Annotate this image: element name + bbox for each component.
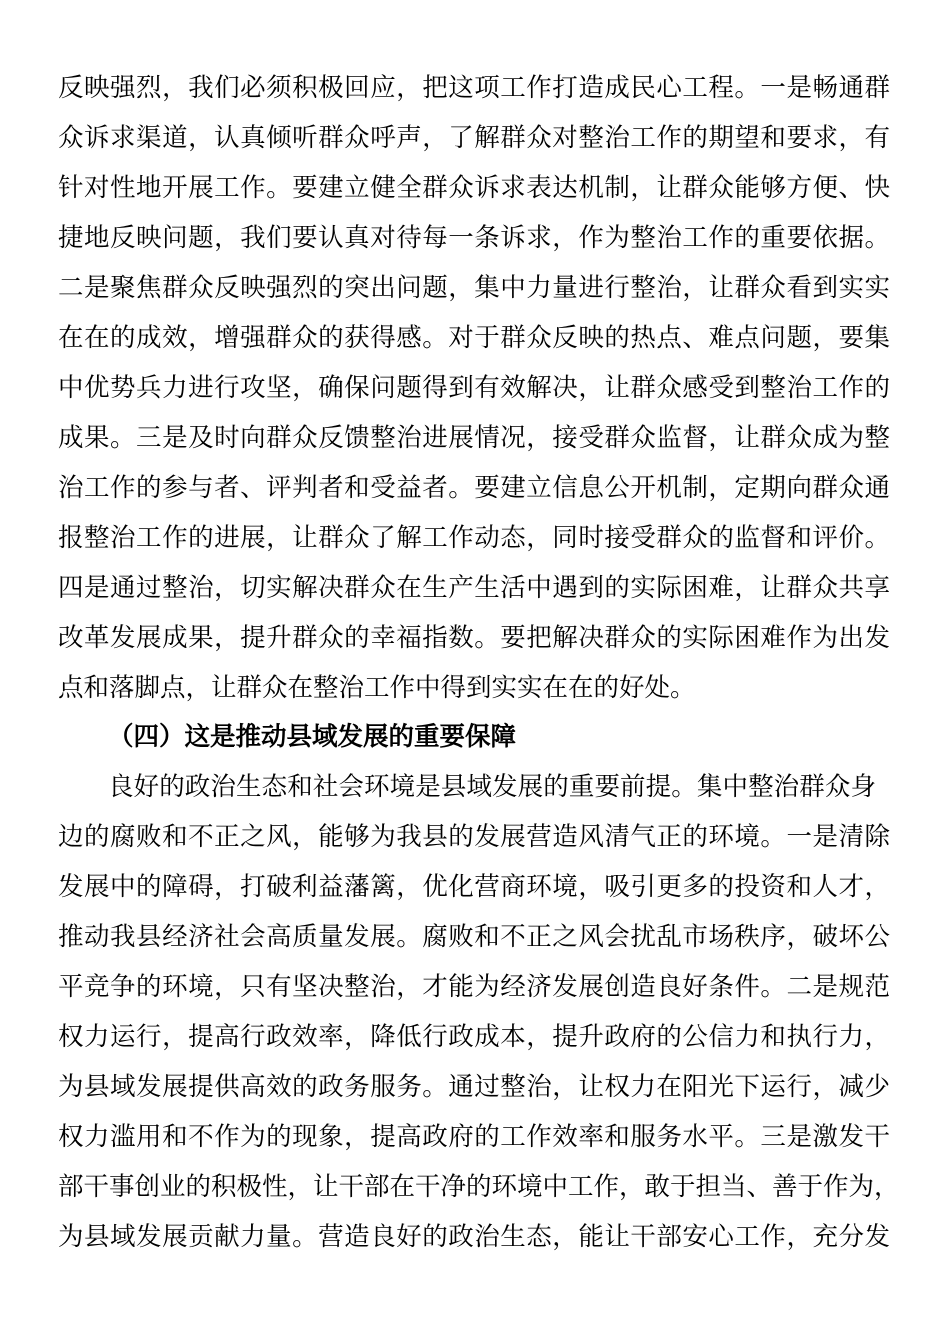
body-line: 四是通过整治，切实解决群众在生产生活中遇到的实际困难，让群众共享	[58, 573, 890, 603]
body-line: 发展中的障碍，打破利益藩篱，优化营商环境，吸引更多的投资和人才，	[58, 872, 890, 902]
body-line: 权力运行，提高行政效率，降低行政成本，提升政府的公信力和执行力，	[58, 1022, 890, 1052]
body-line: 改革发展成果，提升群众的幸福指数。要把解决群众的实际困难作为出发	[58, 623, 890, 653]
body-line: 捷地反映问题，我们要认真对待每一条诉求，作为整治工作的重要依据。	[58, 223, 890, 253]
body-line: 平竞争的环境，只有坚决整治，才能为经济发展创造良好条件。二是规范	[58, 972, 890, 1002]
body-line: 针对性地开展工作。要建立健全群众诉求表达机制，让群众能够方便、快	[58, 173, 890, 203]
body-line: 点和落脚点，让群众在整治工作中得到实实在在的好处。	[58, 673, 696, 703]
body-line: 权力滥用和不作为的现象，提高政府的工作效率和服务水平。三是激发干	[58, 1122, 890, 1152]
body-line: 成果。三是及时向群众反馈整治进展情况，接受群众监督，让群众成为整	[58, 423, 890, 453]
body-line: 治工作的参与者、评判者和受益者。要建立信息公开机制，定期向群众通	[58, 473, 890, 503]
body-line: 二是聚焦群众反映强烈的突出问题，集中力量进行整治，让群众看到实实	[58, 273, 890, 303]
body-line: 边的腐败和不正之风，能够为我县的发展营造风清气正的环境。一是清除	[58, 822, 890, 852]
body-line: 推动我县经济社会高质量发展。腐败和不正之风会扰乱市场秩序，破坏公	[58, 922, 890, 952]
body-line: 为县域发展提供高效的政务服务。通过整治，让权力在阳光下运行，减少	[58, 1072, 890, 1102]
body-line: 中优势兵力进行攻坚，确保问题得到有效解决，让群众感受到整治工作的	[58, 373, 890, 403]
body-line: 为县域发展贡献力量。营造良好的政治生态，能让干部安心工作，充分发	[58, 1222, 890, 1252]
section-heading: （四）这是推动县域发展的重要保障	[108, 722, 517, 752]
body-line: 反映强烈，我们必须积极回应，把这项工作打造成民心工程。一是畅通群	[58, 73, 890, 103]
body-line: 众诉求渠道，认真倾听群众呼声，了解群众对整治工作的期望和要求，有	[58, 123, 890, 153]
body-line: 良好的政治生态和社会环境是县域发展的重要前提。集中整治群众身	[108, 772, 876, 802]
body-line: 报整治工作的进展，让群众了解工作动态，同时接受群众的监督和评价。	[58, 523, 890, 553]
body-line: 部干事创业的积极性，让干部在干净的环境中工作，敢于担当、善于作为，	[58, 1172, 900, 1202]
body-line: 在在的成效，增强群众的获得感。对于群众反映的热点、难点问题，要集	[58, 323, 890, 353]
